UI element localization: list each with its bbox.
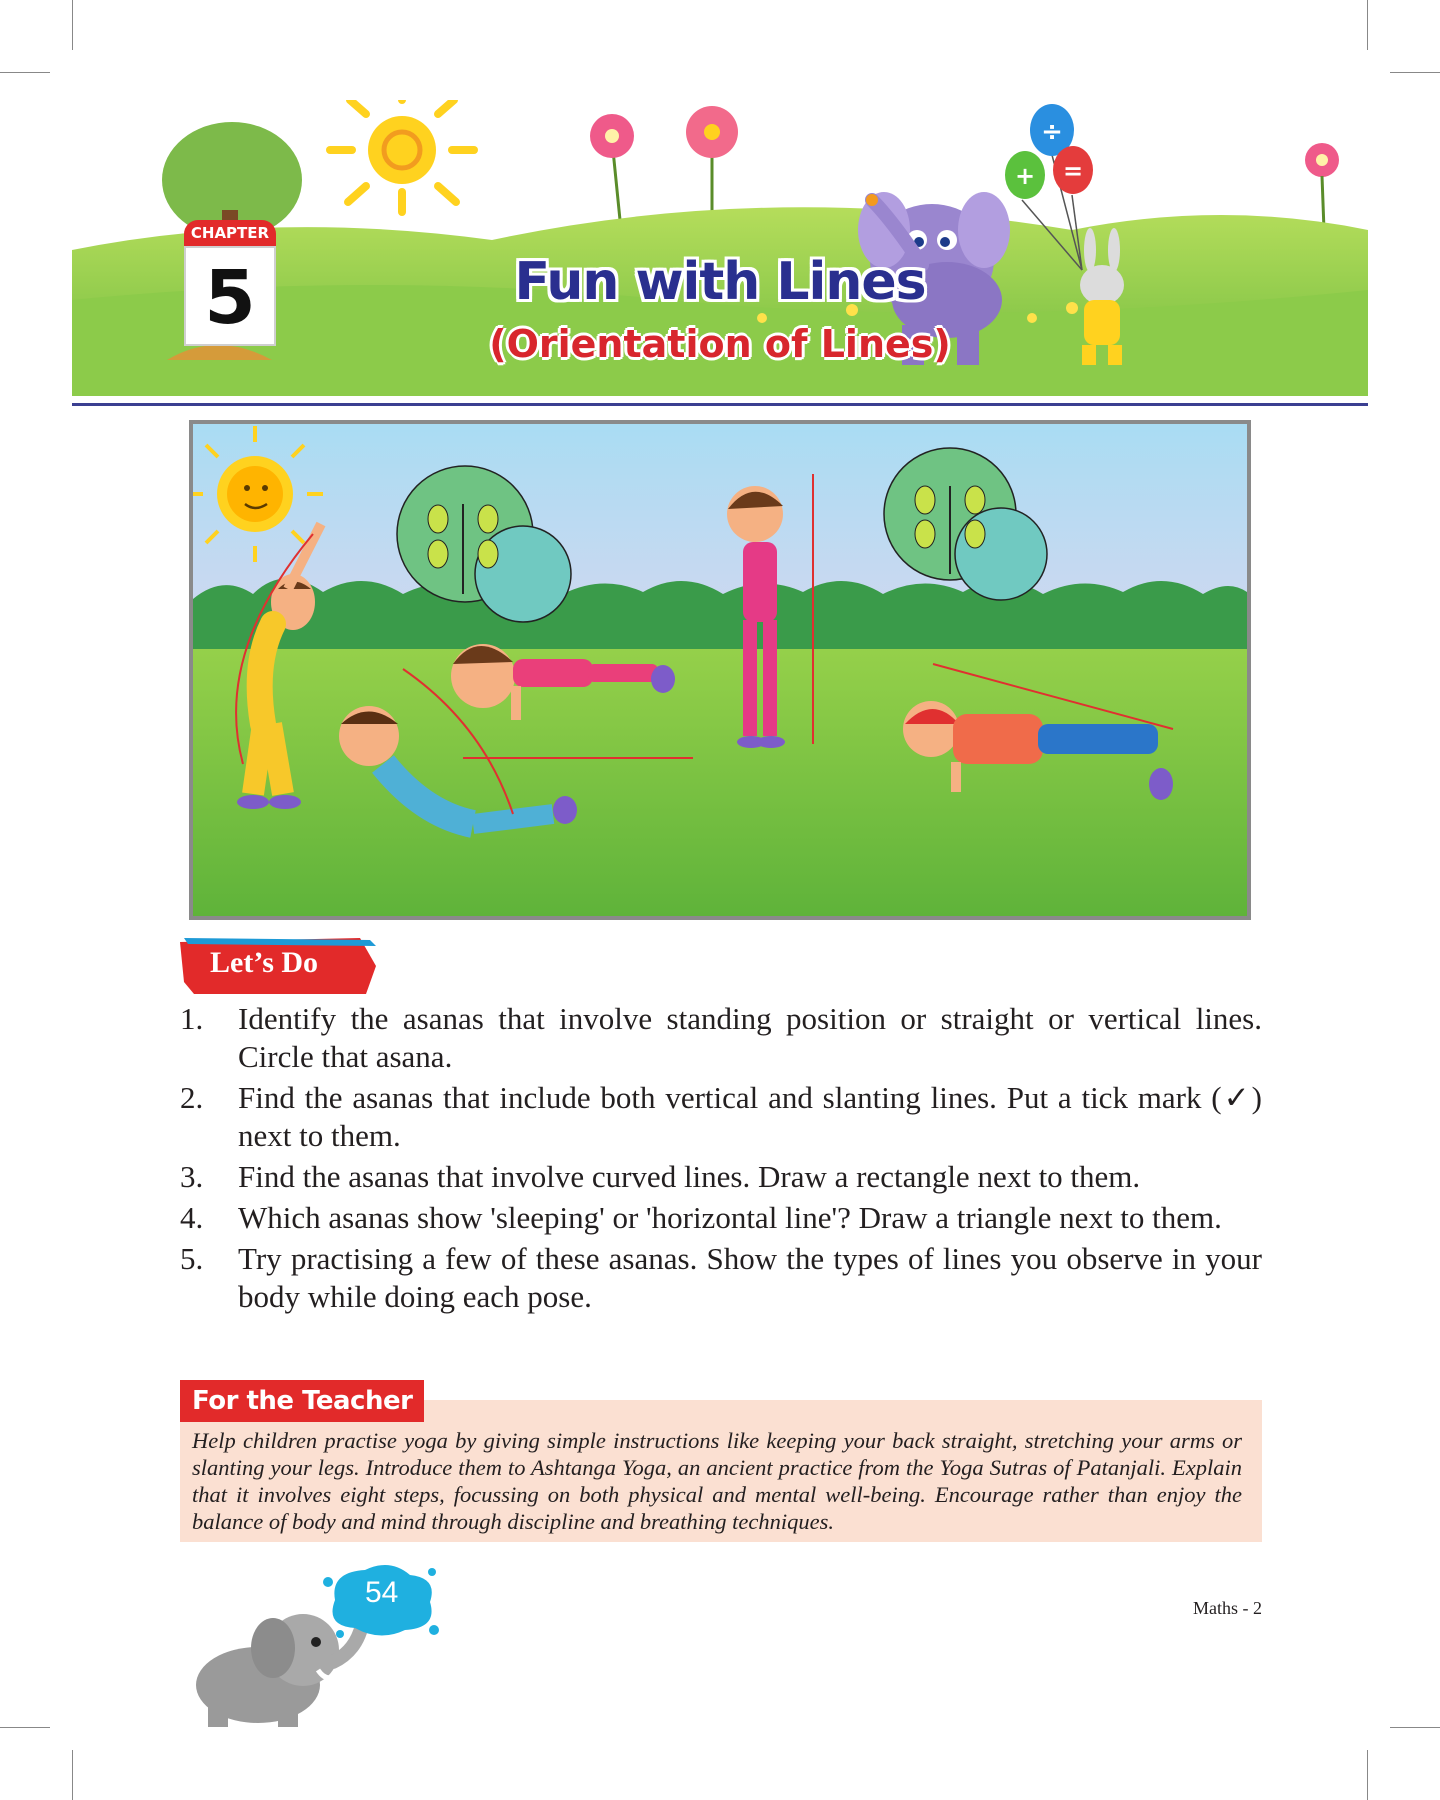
activity-list — [180, 1000, 1262, 1319]
item-text: Find the asanas that involve curved lines. Draw a rectangle next to them. — [238, 1159, 1141, 1194]
chapter-title: Fun with Lines — [514, 252, 926, 312]
item-text: Identify the asanas that involve standing position or straight or vertical lines. Circle that asana. — [238, 1001, 1262, 1074]
crop-mark — [72, 1750, 73, 1800]
chapter-subtitle: (Orientation of Lines) — [489, 322, 951, 366]
chapter-label: CHAPTER — [184, 220, 276, 246]
chapter-banner — [72, 100, 1368, 396]
crop-mark — [1390, 1727, 1440, 1728]
list-item — [180, 1240, 1262, 1316]
chapter-number: 5 — [184, 246, 276, 346]
item-text: Find the asanas that include both vertical and slanting lines. Put a tick mark (✓) next to them. — [238, 1080, 1262, 1153]
yoga-illustration — [189, 420, 1251, 920]
crop-mark — [72, 0, 73, 50]
item-number: 5. — [180, 1241, 204, 1276]
divide-sign: ÷ — [1041, 117, 1063, 147]
teacher-note-text: Help children practise yoga by giving simple instructions like keeping your back straight, stretching your arms or slanting your legs. Introduce them to Ashtanga Yoga, an ancient practice from the Yoga Sutras of Patanjali. Explain that it involves eight steps, focussing on both physical and mental well-being. Encourage rather than enjoy the balance of body and mind through discipline and breathing techniques. — [192, 1428, 1242, 1534]
crop-mark — [0, 1727, 50, 1728]
item-text: Try practising a few of these asanas. Show the types of lines you observe in your body while doing each pose. — [238, 1241, 1262, 1314]
book-name: Maths - 2 — [1193, 1598, 1262, 1618]
lets-do-label: Let’s Do — [210, 946, 319, 979]
page-number: 54 — [365, 1576, 399, 1609]
plus-sign: + — [1014, 162, 1036, 190]
list-item — [180, 1000, 1262, 1076]
crop-mark — [1367, 0, 1368, 50]
crop-mark — [0, 72, 50, 73]
yoga-scene — [193, 424, 1247, 916]
item-number: 3. — [180, 1159, 204, 1194]
list-item — [180, 1158, 1262, 1196]
crop-mark — [1390, 72, 1440, 73]
crop-mark — [1367, 1750, 1368, 1800]
equals-sign: = — [1062, 157, 1084, 185]
list-item — [180, 1199, 1262, 1237]
list-item — [180, 1079, 1262, 1155]
header-rule — [72, 403, 1368, 406]
item-number: 1. — [180, 1001, 204, 1036]
item-text: Which asanas show 'sleeping' or 'horizontal line'? Draw a triangle next to them. — [238, 1200, 1222, 1235]
item-number: 2. — [180, 1080, 204, 1115]
item-number: 4. — [180, 1200, 204, 1235]
lets-do-heading — [180, 938, 376, 994]
teacher-note-heading: For the Teacher — [180, 1380, 424, 1422]
